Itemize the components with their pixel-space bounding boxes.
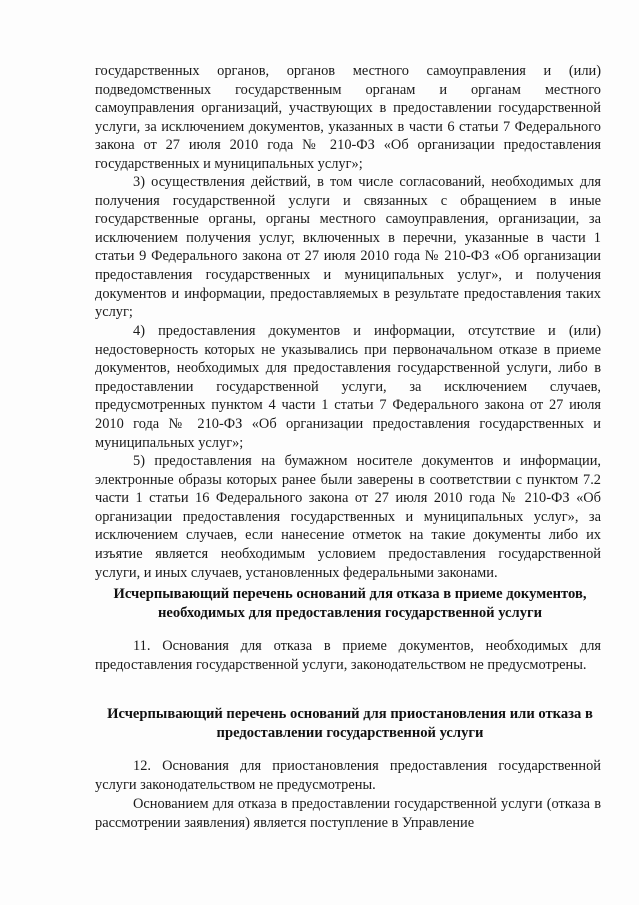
paragraph-11 bbox=[95, 637, 601, 674]
paragraph-12 bbox=[95, 757, 601, 794]
paragraph-item-5 bbox=[95, 452, 601, 582]
paragraph-text: 4) предоставления документов и информации, отсутствие и (или) недостоверность которых не указывались при первоначальном отказе в приеме документов, необходимых для предоставления государственной услуги, либо в предоставлении государственной услуги, за исключением случаев, предусмотренных пунктом 4 части 1 статьи 7 Федерального закона от 27 июля 2010 года № 210-ФЗ «Об организации предоставления государственных и муниципальных услуг»; bbox=[95, 323, 601, 451]
heading-text: Исчерпывающий перечень оснований для приостановления или отказа в предоставлении государственной услуги bbox=[107, 706, 593, 741]
paragraph-item-4 bbox=[95, 322, 601, 452]
heading-text: Исчерпывающий перечень оснований для отказа в приеме документов, необходимых для предоставления государственной услуги bbox=[113, 586, 587, 621]
paragraph-text: 3) осуществления действий, в том числе согласований, необходимых для получения государственной услуги и связанных с обращением в иные государственные органы, органы местного самоуправления, организации, за исключением получения услуг, включенных в перечни, указанные в части 1 статьи 9 Федерального закона от 27 июля 2010 года № 210-ФЗ «Об организации предоставления государственных и муниципальных услуг», и получения документов и информации, предоставляемых в результате предоставления таких услуг; bbox=[95, 174, 601, 321]
paragraph-item-3 bbox=[95, 173, 601, 322]
section-heading-2 bbox=[96, 705, 604, 743]
paragraph-text: Основанием для отказа в предоставлении государственной услуги (отказа в рассмотрении заявления) является поступление в Управление bbox=[95, 796, 601, 831]
paragraph-text: 5) предоставления на бумажном носителе документов и информации, электронные образы которых ранее были заверены в соответствии с пунктом 7.2 части 1 статьи 16 Федерального закона от 27 июля 2010 года № 210-ФЗ «Об организации предоставления государственных и муниципальных услуг», за исключением случаев, если нанесение отметок на такие документы либо их изъятие является необходимым условием предоставления государственной услуги, и иных случаев, установленных федеральными законами. bbox=[95, 453, 601, 581]
section-heading-1 bbox=[96, 585, 604, 623]
paragraph-continuation bbox=[95, 62, 601, 174]
paragraph-text: 11. Основания для отказа в приеме документов, необходимых для предоставления государственной услуги, законодательством не предусмотрены. bbox=[95, 638, 601, 673]
paragraph-text: государственных органов, органов местного самоуправления и (или) подведомственных государственным органам и органам местного самоуправления организаций, участвующих в предоставлении государственной услуги, за исключением документов, указанных в части 6 статьи 7 Федерального закона от 27 июля 2010 года № 210-ФЗ «Об организации предоставления государственных и муниципальных услуг»; bbox=[95, 63, 601, 172]
paragraph-text: 12. Основания для приостановления предоставления государственной услуги законодательством не предусмотрены. bbox=[95, 758, 601, 793]
paragraph-refusal bbox=[95, 795, 601, 832]
